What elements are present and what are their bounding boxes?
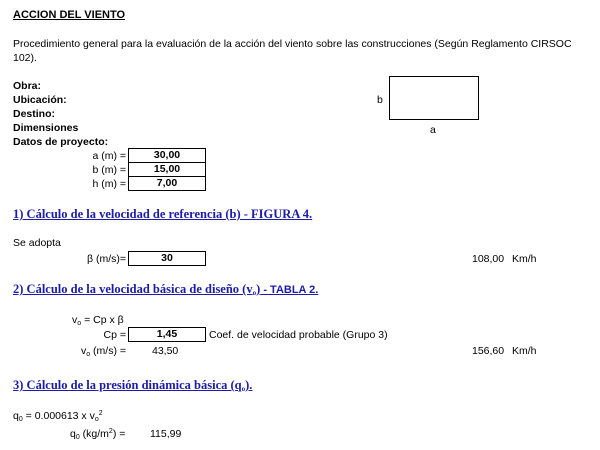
vo-formula: $v_o = Cp$ x β <box>72 314 124 327</box>
vo-kmh-unit: Km/h <box>512 345 537 357</box>
intro-text: Procedimiento general para la evaluación de la acción del viento sobre las construcciones (Según Reglamento CIRSOC 102). <box>13 38 572 64</box>
se-adopta-label: Se adopta <box>13 237 61 249</box>
qo-label: $q_0$ $(kg/m^2)$ = <box>70 428 126 441</box>
beta-label: β (m/s)= <box>87 253 126 265</box>
plan-rectangle <box>389 76 479 120</box>
dimensiones-label: Dimensiones <box>13 122 79 134</box>
section1-heading: 1) Cálculo de la velocidad de referencia (b) - FIGURA 4. <box>13 207 313 221</box>
destino-label: Destino: <box>13 108 55 120</box>
qo-value: 115,99 <box>150 428 182 440</box>
dim-a-label: a (m) = <box>92 150 126 162</box>
dim-a-value[interactable]: 30,00 <box>128 148 206 163</box>
section3-heading: 3) Cálculo de la presión dinámica básica $(q_o)$. <box>13 378 253 393</box>
figure-b-label: b <box>377 94 383 106</box>
cp-note: Coef. de velocidad probable (Grupo 3) <box>209 329 388 341</box>
obra-label: Obra: <box>13 80 42 92</box>
ubicacion-label: Ubicación: <box>13 94 67 106</box>
dim-b-value[interactable]: 15,00 <box>128 162 206 177</box>
page-title: ACCION DEL VIENTO <box>13 9 126 21</box>
datos-proyecto-label: Datos de proyecto: <box>13 136 109 148</box>
beta-kmh-value: 108,00 <box>472 253 505 265</box>
qo-formula: $q_0 = 0.000613$ x $v_o^2$ <box>13 410 103 423</box>
figure-a-label: a <box>430 124 436 136</box>
vo-label: $v_o$ (m/s) = <box>80 345 126 358</box>
section2-heading: 2) Cálculo de la velocidad básica de diseño $(v_o)$ - TABLA 2. <box>13 282 319 297</box>
dim-h-label: h (m) = <box>92 178 126 190</box>
cp-value[interactable]: 1,45 <box>128 327 206 342</box>
beta-kmh-unit: Km/h <box>512 253 537 265</box>
vo-value: 43,50 <box>152 345 179 357</box>
cp-label: Cp = <box>103 329 126 341</box>
dim-b-label: b (m) = <box>92 164 126 176</box>
beta-value[interactable]: 30 <box>128 251 206 266</box>
dim-h-value[interactable]: 7,00 <box>128 176 206 191</box>
vo-kmh-value: 156,60 <box>472 345 505 357</box>
